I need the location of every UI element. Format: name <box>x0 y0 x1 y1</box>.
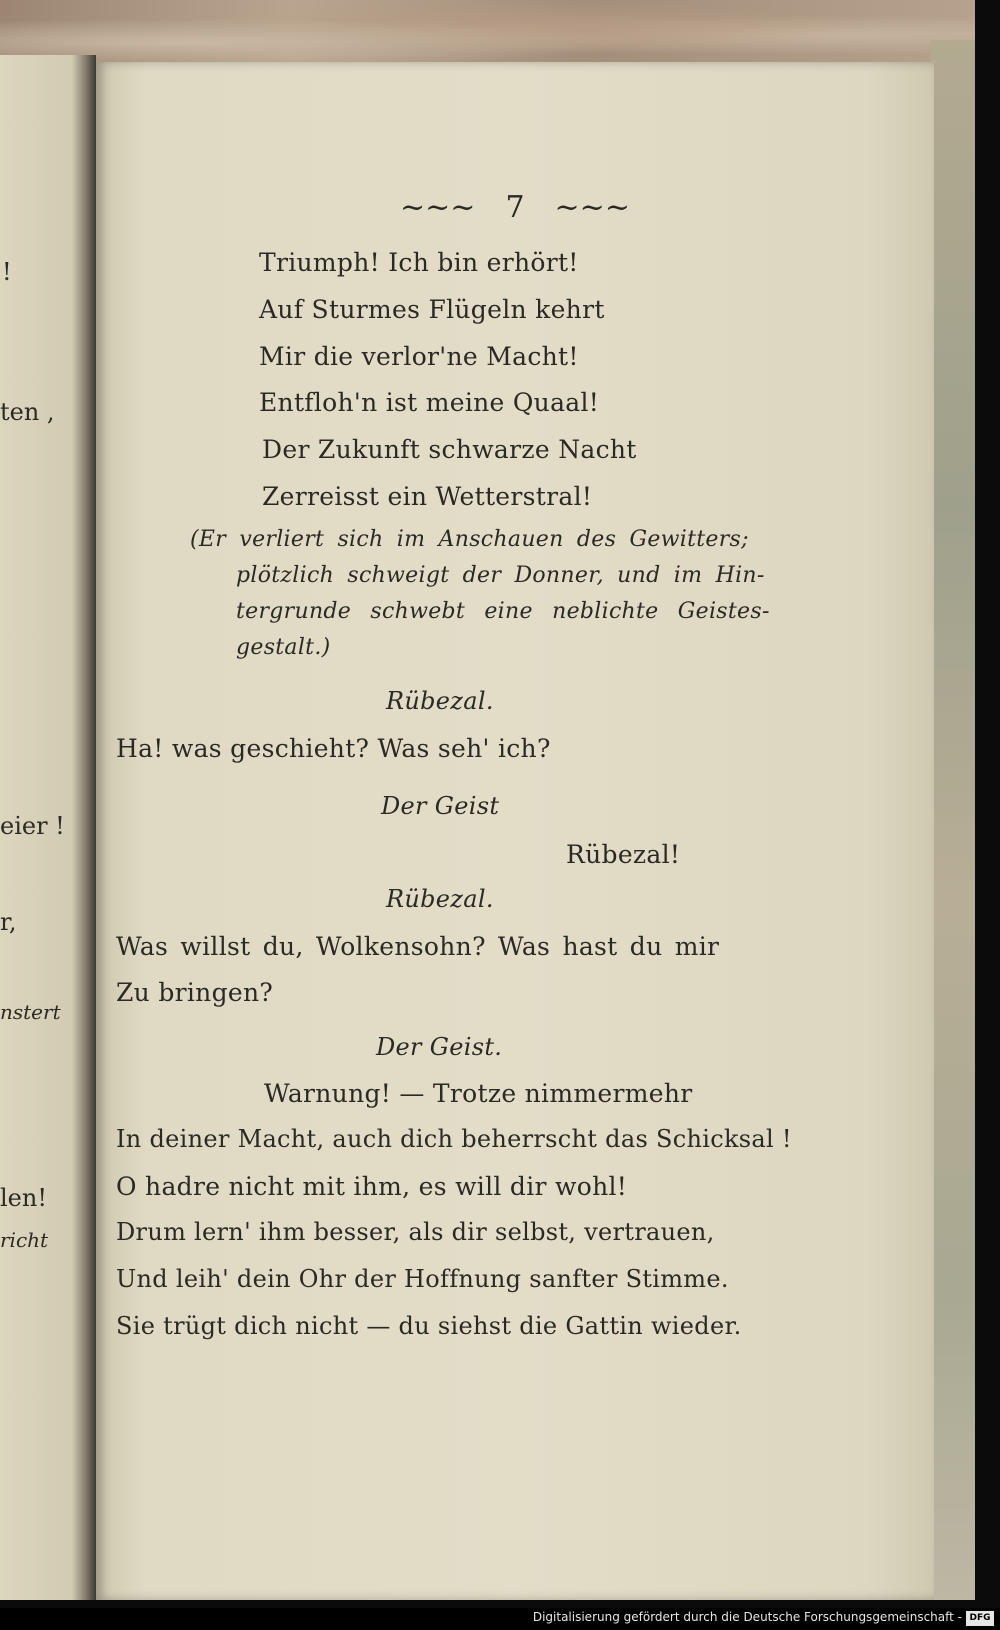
verse-line: Triumph! Ich bin erhört! <box>259 248 579 277</box>
footer-bar <box>0 1608 1000 1630</box>
verse-line: Der Zukunft schwarze Nacht <box>262 435 637 464</box>
speaker-name: Der Geist. <box>376 1033 503 1061</box>
dialogue-line: Warnung! — Trotze nimmermehr <box>264 1079 693 1108</box>
facing-fragment: nstert <box>0 1000 61 1024</box>
ornament-right: ~~~ <box>554 190 630 225</box>
speaker-name: Rübezal. <box>386 885 494 913</box>
marbled-cover-top <box>0 0 975 70</box>
stage-direction-line: (Er verliert sich im Anschauen des Gewitters; <box>190 527 749 552</box>
dialogue-line: Was willst du, Wolkensohn? Was hast du mir <box>116 932 720 961</box>
speaker-name: Rübezal. <box>386 687 494 715</box>
dfg-logo: DFG <box>966 1611 994 1626</box>
page-number: 7 <box>505 190 525 225</box>
funding-credit: Digitalisierung gefördert durch die Deutsche Forschungsgemeinschaft - <box>532 1610 962 1624</box>
stage-direction-line: gestalt.) <box>236 635 331 660</box>
dialogue-line: Rübezal! <box>566 840 681 869</box>
verse-line: Zerreisst ein Wetterstral! <box>262 482 593 511</box>
dialogue-line: Sie trügt dich nicht — du siehst die Gattin wieder. <box>116 1312 742 1340</box>
dialogue-line: In deiner Macht, auch dich beherrscht das Schicksal ! <box>116 1125 792 1153</box>
dialogue-line: Drum lern' ihm besser, als dir selbst, vertrauen, <box>116 1218 715 1246</box>
verse-line: Entfloh'n ist meine Quaal! <box>259 388 600 417</box>
page-number-line <box>96 190 934 225</box>
facing-fragment: ! <box>2 258 12 286</box>
verse-line: Auf Sturmes Flügeln kehrt <box>259 295 605 324</box>
dialogue-line: Zu bringen? <box>116 978 274 1007</box>
facing-fragment: len! <box>0 1184 47 1212</box>
ornament-left: ~~~ <box>400 190 476 225</box>
facing-fragment: richt <box>0 1228 49 1252</box>
dialogue-line: O hadre nicht mit ihm, es will dir wohl! <box>116 1172 628 1201</box>
facing-fragment: r, <box>0 908 17 936</box>
facing-fragment: eier ! <box>0 812 65 840</box>
dialogue-line: Und leih' dein Ohr der Hoffnung sanfter Stimme. <box>116 1265 729 1293</box>
facing-page-text <box>0 0 70 1600</box>
facing-fragment: ten , <box>0 398 55 426</box>
speaker-name: Der Geist <box>381 792 500 820</box>
dialogue-line: Ha! was geschieht? Was seh' ich? <box>116 734 551 763</box>
marbled-cover-right <box>930 40 975 1600</box>
verse-line: Mir die verlor'ne Macht! <box>259 342 579 371</box>
stage-direction-line: tergrunde schwebt eine neblichte Geistes- <box>236 599 770 624</box>
stage-direction-line: plötzlich schweigt der Donner, und im Hin- <box>236 563 765 588</box>
book-page <box>96 62 934 1600</box>
